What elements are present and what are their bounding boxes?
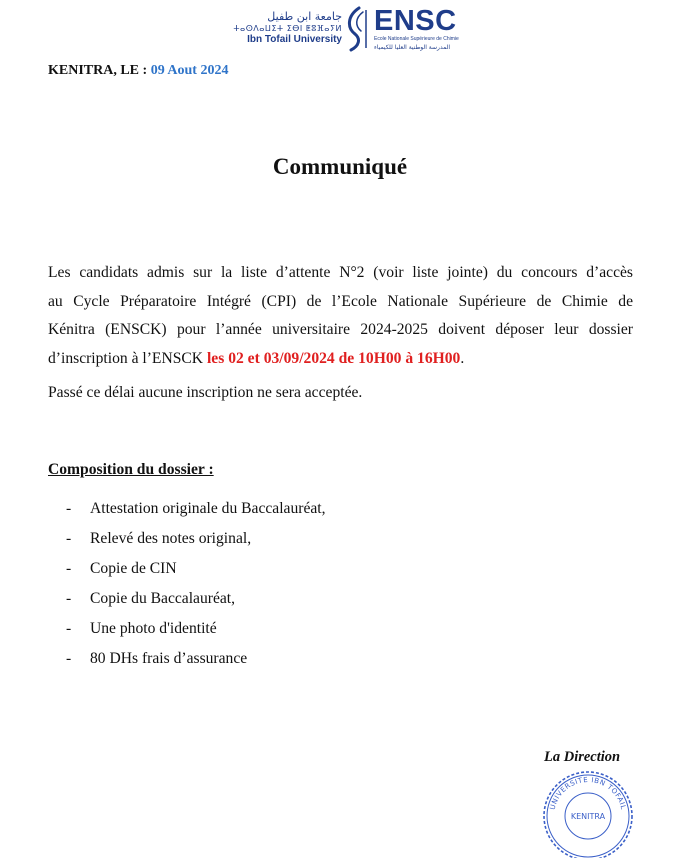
dossier-title: Composition du dossier : [48, 461, 214, 478]
body-paragraph [48, 259, 633, 373]
list-item [66, 557, 326, 587]
deadline-highlight: les 02 et 03/09/2024 de 10H00 à 16H00 [206, 349, 461, 367]
bullet-dash: - [66, 620, 72, 637]
ensc-logo [374, 6, 484, 56]
list-item [66, 617, 326, 647]
stamp-center-text: KENITRA [570, 812, 606, 821]
ensc-full-name: Ecole Nationale Supérieure de Chimie [374, 36, 459, 42]
bullet-dash: - [66, 500, 72, 517]
ensc-acronym: ENSC [374, 5, 457, 37]
university-emblem-icon [343, 6, 369, 52]
date-value: 09 Aout 2024 [150, 63, 229, 78]
bullet-dash: - [66, 590, 72, 607]
official-stamp [540, 766, 636, 858]
university-name-tifinagh: ⵜⴰⵙⴷⴰⵡⵉⵜ ⵉⴱⵏ ⵟⵓⴼⴰⵢⵍ [233, 24, 342, 33]
body-last-prefix: d’inscription à l’ENSCK [48, 349, 204, 367]
body-line: au Cycle Préparatoire Intégré (CPI) de l’Ecole Nationale Supérieure de Chimie de [48, 292, 633, 310]
date-line [48, 63, 228, 79]
page-title: Communiqué [272, 154, 408, 179]
list-item-text: Une photo d'identité [90, 620, 217, 637]
stamp-outer-text: UNIVERSITE IBN TOFAIL [548, 775, 628, 811]
list-item-text: Relevé des notes original, [90, 530, 252, 547]
university-name-english: Ibn Tofail University [247, 34, 342, 45]
body-line-last [48, 345, 633, 374]
ensc-name-arabic: المدرسة الوطنية العليا للكيمياء [374, 44, 451, 51]
date-label: KENITRA, LE : [48, 63, 148, 78]
university-logo [232, 10, 342, 50]
bullet-dash: - [66, 650, 72, 667]
list-item [66, 587, 326, 617]
bullet-dash: - [66, 530, 72, 547]
list-item-text: Copie de CIN [90, 560, 177, 577]
body-line: Kénitra (ENSCK) pour l’année universitaire 2024-2025 doivent déposer leur dossier [48, 321, 633, 338]
list-item-text: Attestation originale du Baccalauréat, [90, 500, 326, 517]
list-item [66, 527, 326, 557]
list-item [66, 647, 326, 677]
deadline-note: Passé ce délai aucune inscription ne sera acceptée. [48, 384, 363, 401]
bullet-dash: - [66, 560, 72, 577]
dossier-list [66, 497, 326, 677]
signature: La Direction [544, 749, 621, 765]
body-last-suffix: . [460, 349, 465, 367]
list-item [66, 497, 326, 527]
list-item-text: Copie du Baccalauréat, [90, 590, 236, 607]
list-item-text: 80 DHs frais d’assurance [90, 650, 248, 667]
university-name-arabic: جامعة ابن طفيل [267, 10, 342, 23]
body-line: Les candidats admis sur la liste d’attente N°2 (voir liste jointe) du concours d’accès [48, 264, 633, 281]
